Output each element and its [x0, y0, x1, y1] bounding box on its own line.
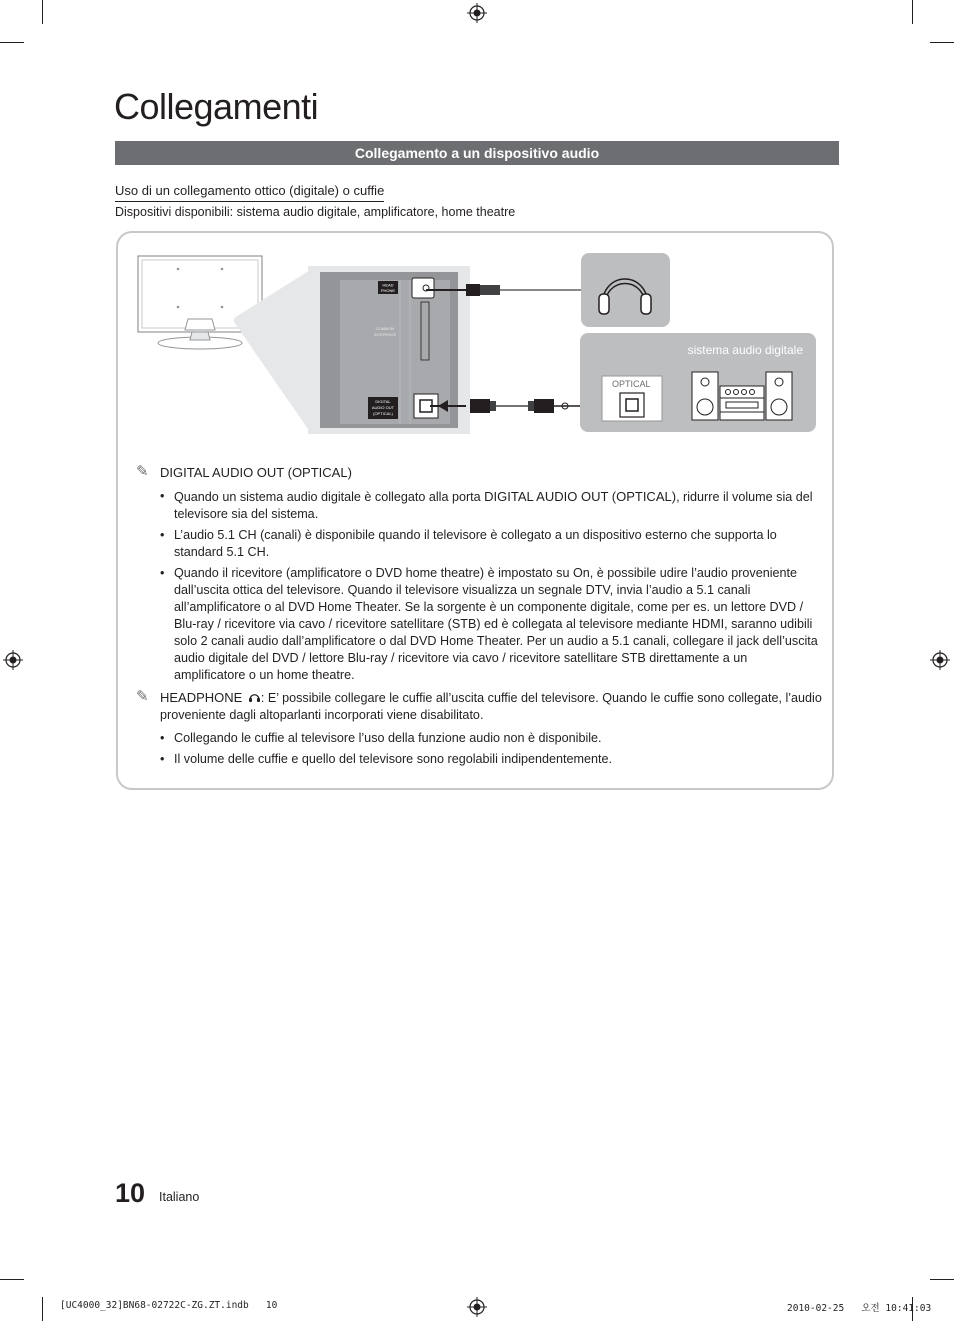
- section-header: Collegamento a un dispositivo audio: [115, 141, 839, 165]
- registration-mark-icon: [467, 3, 487, 23]
- page-title: Collegamenti: [114, 86, 319, 127]
- crop-mark: [0, 42, 24, 43]
- crop-mark: [912, 0, 913, 24]
- panel-label-common-interface: COMMON: [375, 326, 395, 331]
- panel-label-digital-audio-out: DIGITAL: [375, 399, 391, 404]
- optical-label: OPTICAL: [612, 379, 651, 389]
- list-item: • Quando un sistema audio digitale è collegato alla porta DIGITAL AUDIO OUT (OPTICAL), ridurre il volume sia del televisore sia del sistema.: [136, 488, 822, 523]
- list-item: • L’audio 5.1 CH (canali) è disponibile quando il televisore è collegato a un dispositivo esterno che supporta lo standard 5.1 CH.: [136, 527, 822, 561]
- svg-text:INTERFACE: INTERFACE: [373, 332, 397, 337]
- note-digital-audio-out: ✎ DIGITAL AUDIO OUT (OPTICAL): [136, 463, 352, 480]
- list-item: • Il volume delle cuffie e quello del televisore sono regolabili indipendentemente.: [136, 751, 822, 768]
- crop-mark: [930, 1279, 954, 1280]
- registration-mark-icon: [467, 1297, 487, 1317]
- connection-diagram: [130, 246, 820, 442]
- notes: [136, 464, 822, 773]
- headphone-icon: [248, 691, 261, 703]
- registration-mark-icon: [3, 650, 23, 670]
- list-item: • Quando il ricevitore (amplificatore o DVD home theatre) è impostato su On, è possibile udire l’audio proveniente dall’uscita ottica del televisore. Quando il televisore visualizza un segnale DTV, invia l’audio a 5.1 canali all’amplificatore o al DVD Home Theater. Se la sorgente è un componente digitale, come per es. un lettore DVD / Blu-ray / ricevitore via cavo / ricevitore satellitare (STB) ed è collegata al televisore mediante HDMI, saranno udibili solo 2 canali audio dall’amplificatore o dal DVD Home Theater. Per un audio a 5.1 canali, collegare il jack dell’uscita audio digitale del DVD / lettore Blu-ray / ricevitore via cavo / ricevitore satellitare STB direttamente a un amplificatore o un home theatre.: [136, 565, 822, 684]
- footer-file-info: [UC4000_32]BN68-02722C-ZG.ZT.indb 10: [60, 1300, 278, 1311]
- footer-timestamp: 2010-02-25 오전 10:41:03: [787, 1303, 932, 1314]
- page-number: 10: [115, 1178, 146, 1208]
- pen-note-icon: ✎: [136, 463, 149, 480]
- subheading: Uso di un collegamento ottico (digitale) o cuffie: [115, 183, 384, 202]
- note1-bullets: [136, 488, 822, 684]
- available-devices: Dispositivi disponibili: sistema audio digitale, amplificatore, home theatre: [115, 205, 516, 219]
- pen-note-icon: ✎: [136, 688, 149, 705]
- crop-mark: [0, 1279, 24, 1280]
- svg-text:(OPTICAL): (OPTICAL): [373, 411, 393, 416]
- note2-bullets: [136, 730, 822, 768]
- audio-system-label: sistema audio digitale: [687, 343, 803, 357]
- page-language: Italiano: [159, 1190, 200, 1204]
- crop-mark: [930, 42, 954, 43]
- crop-mark: [42, 0, 43, 24]
- crop-mark: [42, 1297, 43, 1321]
- registration-mark-icon: [930, 650, 950, 670]
- svg-text:PHONE: PHONE: [380, 288, 396, 293]
- note-headphone: ✎ HEADPHONE : E’ possibile collegare le cuffie all’uscita cuffie del televisore. Quando le cuffie sono collegate, l’audio proveniente dagli altoparlanti incorporati viene disabilitato.: [136, 688, 822, 722]
- list-item: • Collegando le cuffie al televisore l’uso della funzione audio non è disponibile.: [136, 730, 822, 747]
- panel-label-headphone: HEAD: [382, 282, 394, 288]
- svg-text:AUDIO OUT: AUDIO OUT: [371, 405, 395, 410]
